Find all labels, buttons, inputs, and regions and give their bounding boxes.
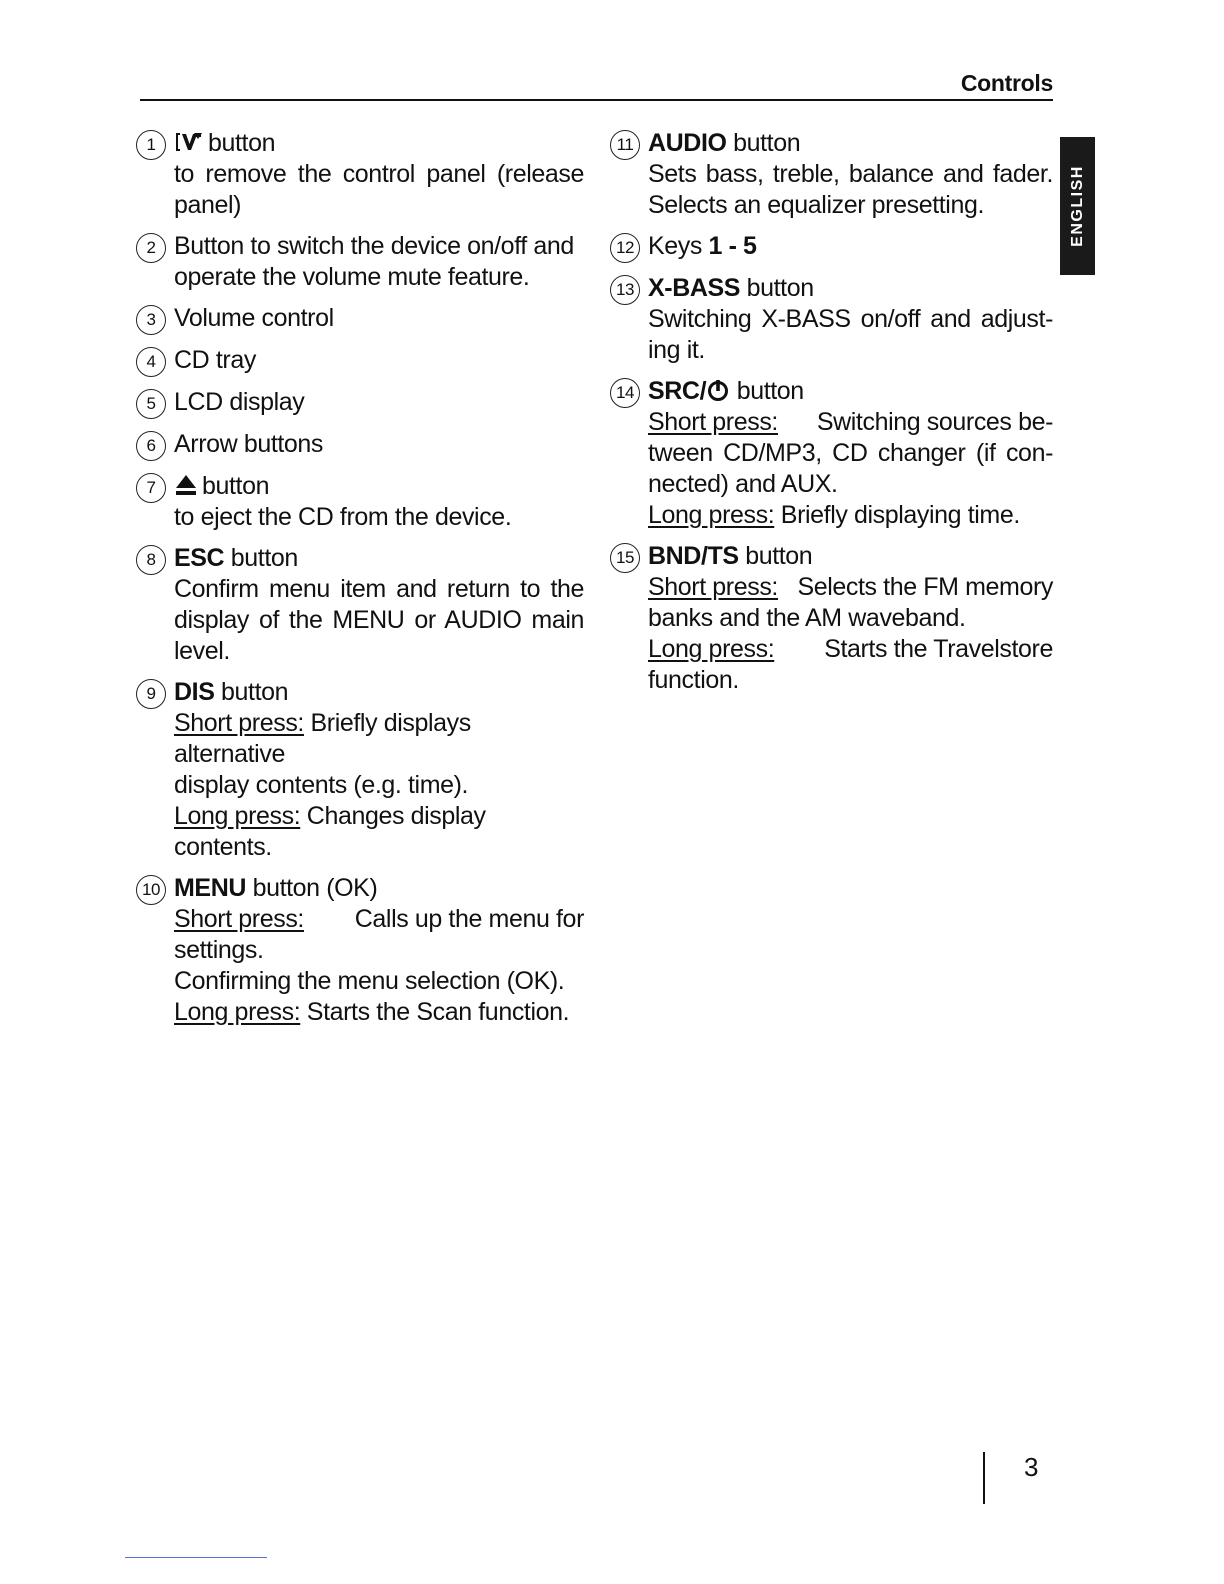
item-number: 14 <box>610 378 640 408</box>
item-desc-line: display contents (e.g. time). <box>174 771 469 799</box>
item-desc-line: Selects the FM memory <box>797 573 1053 601</box>
item-desc-line: display of the MENU or AUDIO main <box>174 606 584 634</box>
controls-list-left <box>136 128 584 1038</box>
item-key: BND/TS <box>648 542 739 570</box>
page-number: 3 <box>1024 1452 1039 1482</box>
item-title: Arrow buttons <box>174 430 324 458</box>
control-item-2 <box>136 231 584 293</box>
item-number: 1 <box>136 130 166 160</box>
item-desc-line: Switching X-BASS on/off and adjust- <box>648 305 1053 333</box>
item-title: button <box>208 129 276 157</box>
short-press-label: Short press: <box>648 408 778 436</box>
control-item-4 <box>136 345 584 377</box>
power-icon <box>706 378 730 402</box>
item-desc-line: Confirming the menu selection (OK). <box>174 967 565 995</box>
panel-release-icon <box>174 131 204 153</box>
item-desc-line: to eject the CD from the device. <box>174 503 512 531</box>
item-title: button <box>202 472 270 500</box>
item-key: AUDIO <box>648 129 727 157</box>
long-press-label: Long press: <box>174 998 301 1026</box>
control-item-8 <box>136 543 584 667</box>
item-number: 3 <box>136 305 166 335</box>
item-title: button <box>221 678 289 706</box>
item-desc-line: Briefly displaying time. <box>780 501 1020 529</box>
item-number: 8 <box>136 545 166 575</box>
long-press-label: Long press: <box>648 635 775 663</box>
header-divider <box>140 99 1053 101</box>
control-item-5 <box>136 387 584 419</box>
item-key: DIS <box>174 678 215 706</box>
item-title: button <box>745 542 813 570</box>
control-item-9 <box>136 677 584 863</box>
item-number: 12 <box>610 233 640 263</box>
language-tab-label: ENGLISH <box>1068 165 1086 247</box>
item-desc-line: Calls up the menu for <box>354 905 584 933</box>
item-title: LCD display <box>174 388 305 416</box>
footer-line <box>125 1557 267 1558</box>
item-key: MENU <box>174 874 247 902</box>
item-number: 11 <box>610 130 640 160</box>
item-number: 13 <box>610 275 640 305</box>
item-number: 2 <box>136 233 166 263</box>
item-desc-line: Briefly displays alternative <box>174 709 471 768</box>
short-press-label: Short press: <box>174 709 304 737</box>
item-key: X-BASS <box>648 274 741 302</box>
item-title: button <box>746 274 814 302</box>
item-title: button (OK) <box>252 874 378 902</box>
item-desc-line: Confirm menu item and return to the <box>174 575 584 603</box>
item-desc-line: Switching sources be- <box>816 408 1053 436</box>
long-press-label: Long press: <box>648 501 775 529</box>
item-desc-line: Sets bass, treble, balance and fader. <box>648 160 1053 188</box>
item-key: ESC <box>174 544 225 572</box>
item-number: 6 <box>136 431 166 461</box>
item-desc-line: tween CD/MP3, CD changer (if con- <box>648 439 1053 467</box>
control-item-3 <box>136 303 584 335</box>
item-title: CD tray <box>174 346 256 374</box>
control-item-14 <box>610 376 1053 531</box>
page-header-title: Controls <box>960 70 1053 96</box>
control-item-10 <box>136 873 584 1028</box>
control-item-13 <box>610 273 1053 366</box>
control-item-12 <box>610 231 1053 263</box>
item-desc-line: operate the volume mute feature. <box>174 263 530 291</box>
item-desc-line: ing it. <box>648 336 705 364</box>
item-title: Keys <box>648 232 702 260</box>
control-item-1 <box>136 128 584 221</box>
long-press-label: Long press: <box>174 802 301 830</box>
control-item-6 <box>136 429 584 461</box>
item-number: 4 <box>136 347 166 377</box>
controls-list-right <box>610 128 1053 706</box>
item-title: Volume control <box>174 304 334 332</box>
eject-icon <box>174 473 198 497</box>
item-key: 1 - 5 <box>708 232 757 260</box>
item-title: button <box>736 377 804 405</box>
item-desc-line: Starts the Travelstore <box>824 635 1053 663</box>
item-desc-line: Changes display contents. <box>174 802 486 861</box>
item-number: 15 <box>610 543 640 573</box>
control-item-15 <box>610 541 1053 696</box>
control-item-11 <box>610 128 1053 221</box>
item-title: button <box>733 129 801 157</box>
control-item-7 <box>136 471 584 533</box>
item-number: 10 <box>136 875 166 905</box>
item-key: SRC/ <box>648 377 707 405</box>
language-tab <box>1060 137 1095 275</box>
item-desc-line: panel) <box>174 191 242 219</box>
item-title: button <box>230 544 298 572</box>
short-press-label: Short press: <box>174 905 304 933</box>
item-number: 9 <box>136 679 166 709</box>
item-desc-line: banks and the AM waveband. <box>648 604 966 632</box>
item-desc-line: Button to switch the device on/off and <box>174 232 574 260</box>
short-press-label: Short press: <box>648 573 778 601</box>
item-desc-line: settings. <box>174 936 264 964</box>
item-desc-line: function. <box>648 666 739 694</box>
item-desc-line: Selects an equalizer presetting. <box>648 191 985 219</box>
item-desc-line: Starts the Scan function. <box>306 998 570 1026</box>
item-number: 5 <box>136 389 166 419</box>
item-desc-line: nected) and AUX. <box>648 470 838 498</box>
item-number: 7 <box>136 473 166 503</box>
item-desc-line: level. <box>174 637 230 665</box>
page-number-divider <box>983 1452 985 1504</box>
item-desc-line: to remove the control panel (release <box>174 160 584 188</box>
